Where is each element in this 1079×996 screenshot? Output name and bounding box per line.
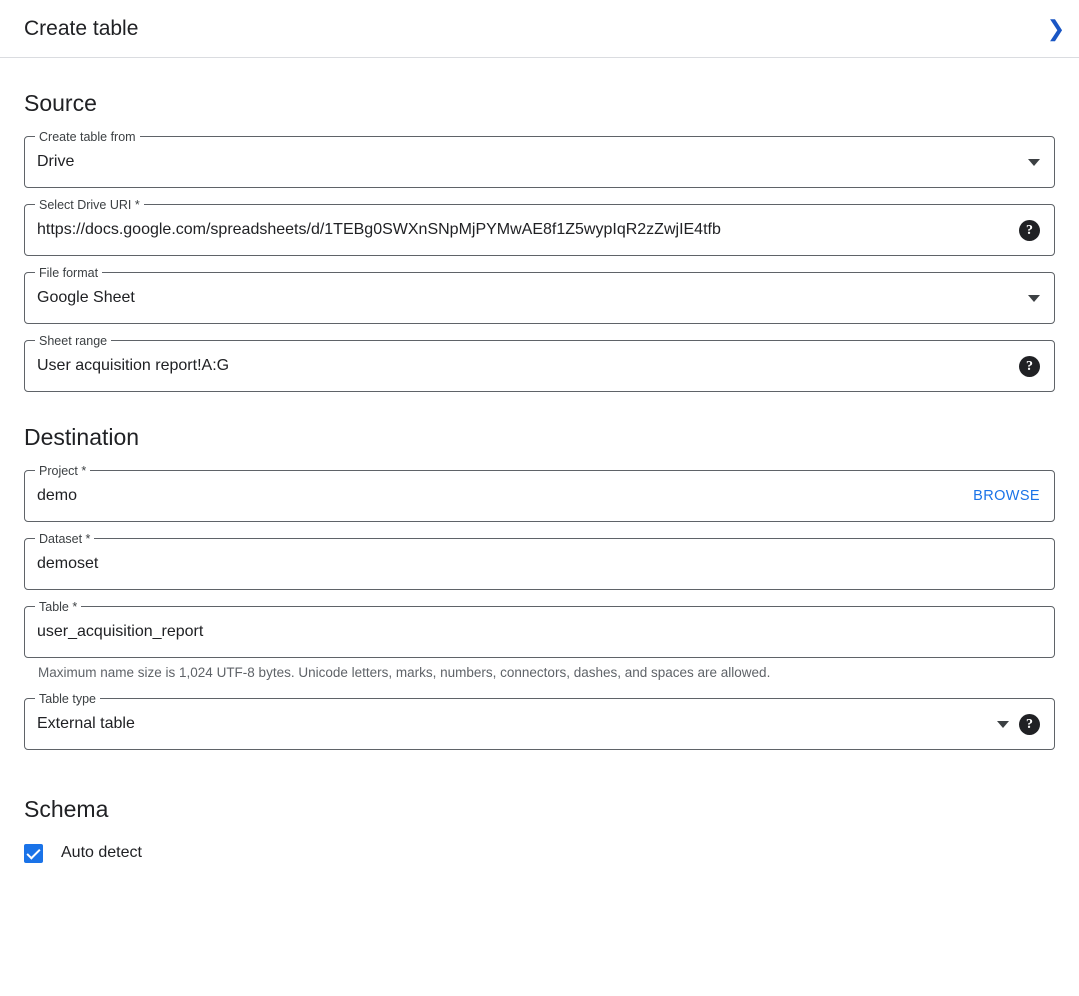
dialog-body — [0, 88, 1079, 864]
dataset-label: Dataset * — [35, 531, 94, 547]
chevron-down-icon[interactable] — [1028, 295, 1040, 302]
file-format-select[interactable] — [24, 266, 1055, 324]
dataset-input[interactable] — [24, 532, 1055, 590]
project-input[interactable] — [24, 464, 1055, 522]
dialog-header — [0, 0, 1079, 58]
auto-detect-checkbox[interactable] — [24, 844, 43, 863]
chevron-down-icon[interactable] — [1028, 159, 1040, 166]
file-format-value: Google Sheet — [37, 289, 135, 306]
sheet-range-value: User acquisition report!A:G — [37, 357, 230, 374]
auto-detect-label: Auto detect — [61, 844, 142, 861]
table-type-label: Table type — [35, 691, 100, 707]
table-name-value: user_acquisition_report — [37, 623, 204, 640]
create-table-from-label: Create table from — [35, 129, 140, 145]
drive-uri-value: https://docs.google.com/spreadsheets/d/1TEBg0SWXnSNpMjPYMwAE8f1Z5wypIqR2zZwjIE4tfb — [37, 221, 721, 238]
page-title: Create table — [24, 16, 139, 40]
help-icon[interactable]: ? — [1019, 356, 1040, 377]
auto-detect-row[interactable] — [24, 842, 1055, 864]
destination-section-title: Destination — [24, 424, 140, 450]
create-table-from-select[interactable] — [24, 130, 1055, 188]
chevron-down-icon[interactable] — [997, 721, 1009, 728]
project-label: Project * — [35, 463, 90, 479]
create-table-from-value: Drive — [37, 153, 75, 170]
help-icon[interactable]: ? — [1019, 714, 1040, 735]
table-name-label: Table * — [35, 599, 81, 615]
collapse-panel-icon[interactable]: ❯ — [1046, 15, 1066, 41]
table-name-helper-text: Maximum name size is 1,024 UTF-8 bytes. Unicode letters, marks, numbers, connectors, dashes, and spaces are allowed. — [38, 665, 771, 680]
table-type-select[interactable] — [24, 692, 1055, 750]
schema-section-title: Schema — [24, 796, 109, 822]
project-value: demo — [37, 487, 78, 504]
drive-uri-input[interactable] — [24, 198, 1055, 256]
sheet-range-label: Sheet range — [35, 333, 111, 349]
dataset-value: demoset — [37, 555, 99, 572]
source-section-title: Source — [24, 90, 97, 116]
table-name-input[interactable] — [24, 600, 1055, 658]
table-type-value: External table — [37, 715, 135, 732]
file-format-label: File format — [35, 265, 102, 281]
sheet-range-input[interactable] — [24, 334, 1055, 392]
drive-uri-label: Select Drive URI * — [35, 197, 144, 213]
help-icon[interactable]: ? — [1019, 220, 1040, 241]
browse-button[interactable]: BROWSE — [973, 488, 1040, 504]
